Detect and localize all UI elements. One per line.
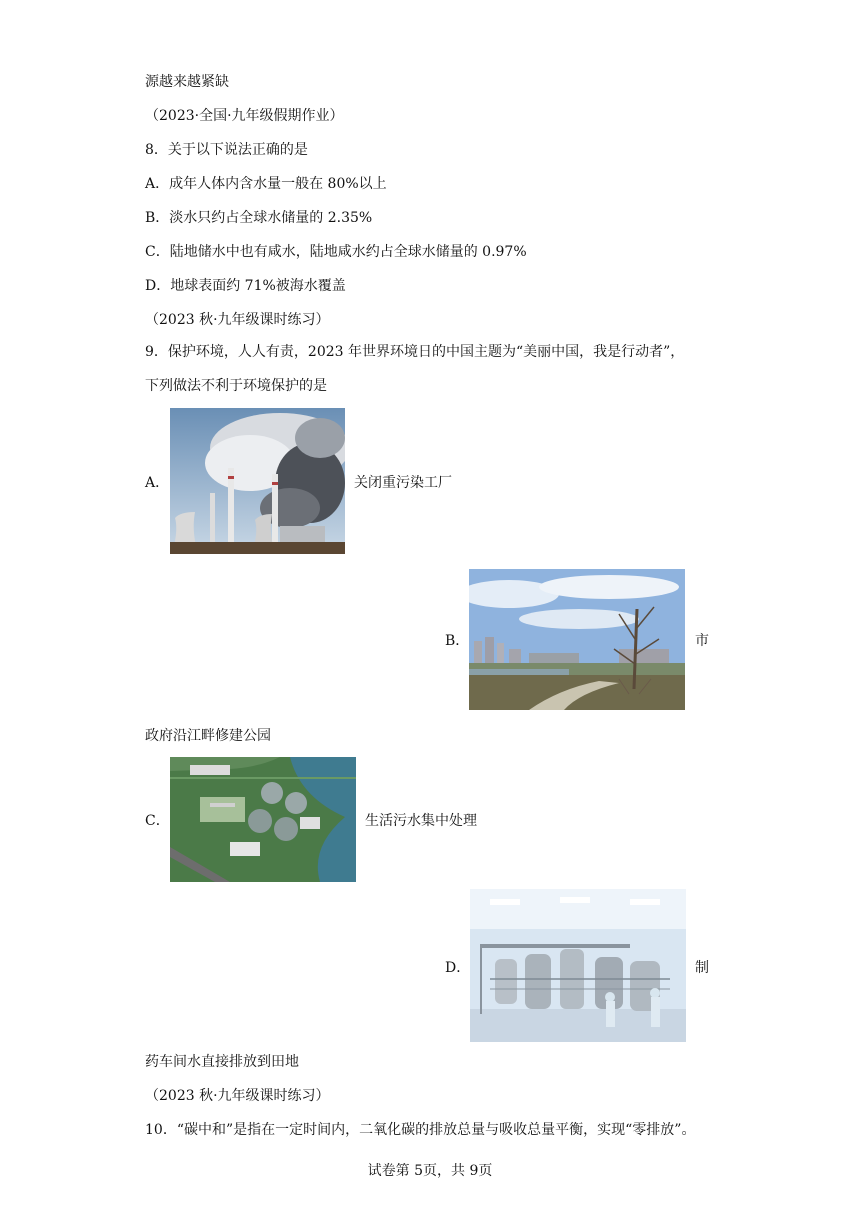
option-a-caption: 关闭重污染工厂 — [354, 475, 452, 491]
option-d-caption-cont: 药车间水直接排放到田地 — [145, 1054, 299, 1070]
option-b-caption: 市 — [695, 633, 709, 649]
question-source: （2023 秋·九年级课时练习） — [145, 1088, 330, 1104]
option-d-label: D． — [445, 960, 471, 976]
option-d-caption: 制 — [695, 960, 709, 976]
question-source: （2023 秋·九年级课时练习） — [145, 312, 330, 328]
option-a-label: A． — [145, 475, 170, 491]
option-c-label: C． — [145, 813, 170, 829]
question-8-stem: 8．关于以下说法正确的是 — [145, 142, 308, 158]
question-source: （2023·全国·九年级假期作业） — [145, 108, 344, 124]
option-b-caption-cont: 政府沿江畔修建公园 — [145, 728, 271, 744]
question-8-option-c: C．陆地储水中也有咸水，陆地咸水约占全球水储量的 0.97% — [145, 244, 527, 260]
option-b-label: B． — [445, 633, 470, 649]
question-9-stem-cont: 下列做法不利于环境保护的是 — [145, 378, 327, 394]
page-footer: 试卷第 5页，共 9页 — [367, 1163, 493, 1179]
question-10-stem: 10．“碳中和”是指在一定时间内，二氧化碳的排放总量与吸收总量平衡，实现“零排放”。 — [145, 1122, 696, 1138]
option-c-caption: 生活污水集中处理 — [365, 813, 477, 829]
question-8-option-d: D．地球表面约 71%被海水覆盖 — [145, 278, 346, 294]
pharmaceutical-workshop-photo — [470, 889, 686, 1042]
question-9-stem: 9．保护环境，人人有责，2023 年世界环境日的中国主题为“美丽中国，我是行动者”， — [145, 344, 685, 360]
question-8-option-b: B．淡水只约占全球水储量的 2.35% — [145, 210, 373, 226]
factory-smoke-photo — [170, 408, 345, 554]
sewage-treatment-photo — [170, 757, 356, 882]
riverside-park-photo — [469, 569, 685, 710]
question-8-option-a: A．成年人体内含水量一般在 80%以上 — [145, 176, 387, 192]
text-line: 源越来越紧缺 — [145, 74, 229, 90]
